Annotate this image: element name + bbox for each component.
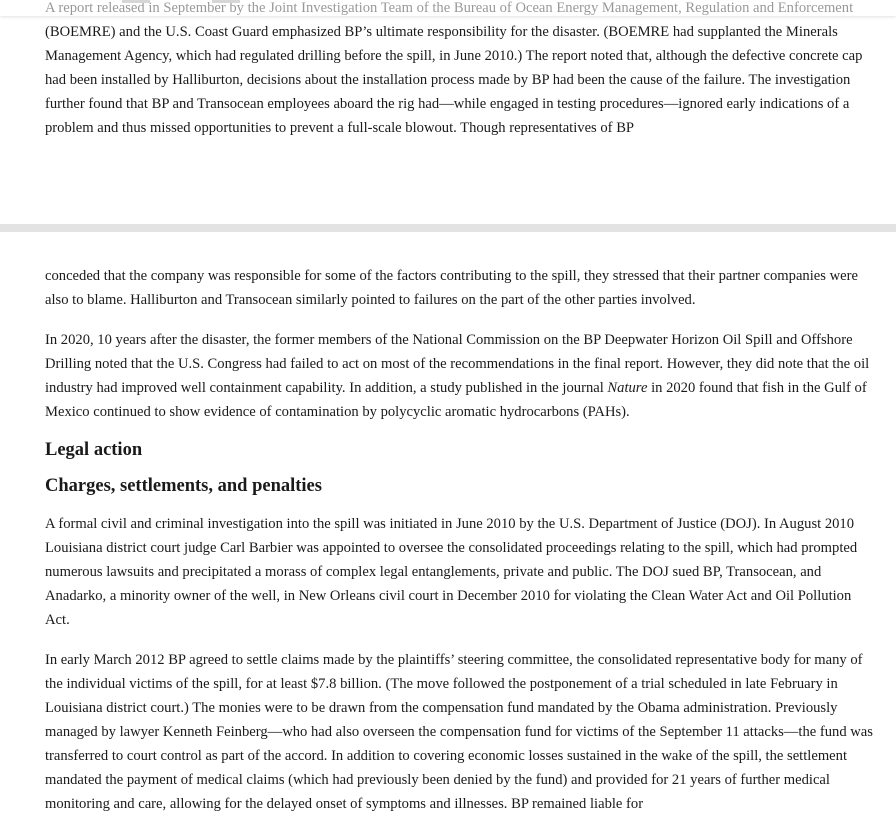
paragraph-2020-text-after: in 2020 found that fish in the Gulf of Mexico continued to show evidence of contamination by polycyclic aromatic hydrocarbons (PAHs).	[45, 380, 867, 420]
overlay-tab-left	[122, 0, 150, 3]
heading-charges-settlements: Charges, settlements, and penalties	[45, 476, 322, 496]
paragraph-continuation: conceded that the company was responsible for some of the factors contributing to the spill, they stressed that their partner companies were also to blame. Halliburton and Transocean similarly pointed to failures on the part of the other parties involved.	[45, 268, 858, 308]
heading-legal-action: Legal action	[45, 440, 143, 460]
paragraph-boemre-report: (BOEMRE) and the U.S. Coast Guard emphasized BP’s ultimate responsibility for the disaster. (BOEMRE had supplanted the Minerals Management Agency, which had regulated drilling before the spill, in June 2010.) The report noted that, although the defective concrete cap had been installed by Halliburton, decisions about the installation process made by BP had been the cause of the failure. The investigation further found that BP and Transocean employees aboard the rig had—while engaged in testing procedures—ignored early indications of a problem and thus missed opportunities to prevent a full-scale blowout. Though representatives of BP	[45, 24, 863, 136]
document-page-top	[0, 0, 896, 224]
paragraph-2020-text-before: In 2020, 10 years after the disaster, the former members of the National Commission on the BP Deepwater Horizon Oil Spill and Offshore Drilling noted that the U.S. Congress had failed to act on most of the recommendations in the final report. However, they did note that the oil industry had improved well containment capability. In addition, a study published in the journal	[45, 332, 870, 396]
page-break-divider	[0, 224, 896, 232]
paragraph-formal-investigation: A formal civil and criminal investigation into the spill was initiated in June 2010 by the U.S. Department of Justice (DOJ). In August 2010 Louisiana district court judge Carl Barbier was appointed to oversee the consolidated proceedings relating to the spill, which had prompted numerous lawsuits and precipitated a morass of complex legal entanglements, private and public. The DOJ sued BP, Transocean, and Anadarko, a minority owner of the well, in New Orleans civil court in December 2010 for violating the Clean Water Act and Oil Pollution Act.	[45, 516, 858, 628]
paragraph-march-2012-settlement: In early March 2012 BP agreed to settle claims made by the plaintiffs’ steering committee, the consolidated representative body for many of the individual victims of the spill, for at least $7.8 billion. (The move followed the postponement of a trial scheduled in late February in Louisiana district court.) The monies were to be drawn from the compensation fund mandated by the Obama administration. Previously managed by lawyer Kenneth Feinberg—who had also overseen the compensation fund for victims of the September 11 attacks—the fund was transferred to court control as part of the accord. In addition to covering economic losses sustained in the wake of the spill, the settlement mandated the payment of medical claims (which had previously been denied by the fund) and provided for 21 years of further medical monitoring and care, allowing for the delayed onset of symptoms and illnesses. BP remained liable for	[45, 652, 873, 812]
document-page-bottom	[0, 232, 896, 826]
paragraph-2020-commission	[0, 328, 896, 424]
overlay-tab-right	[212, 0, 240, 3]
journal-name-nature: Nature	[607, 380, 648, 396]
